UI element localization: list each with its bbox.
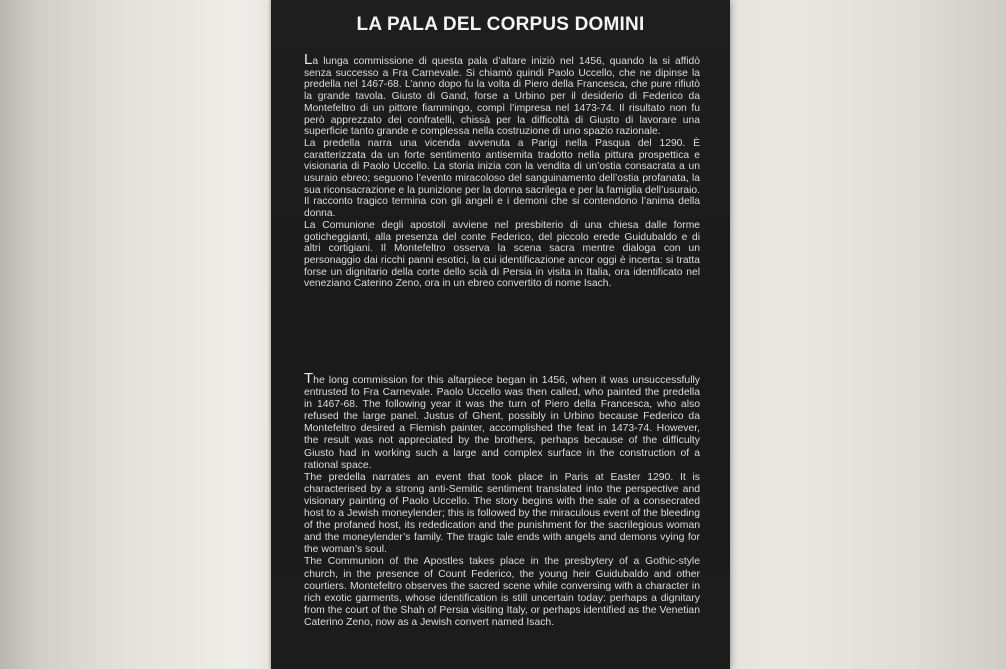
english-text-block: [304, 370, 700, 629]
panel-title: LA PALA DEL CORPUS DOMINI: [356, 14, 645, 35]
english-paragraph-1-text: he long commission for this altarpiece began in 1456, when it was unsuccessfully entrusted to Fra Carnevale. Paolo Uccello was then called, who painted the predella in 1467-68. The following year it was the turn of Piero della Francesca, who also refused the large panel. Justus of Ghent, possibly in Urbino because Federico da Montefeltro desired a Flemish painter, accomplished the feat in 1473-74. However, the result was not appreciated by the brothers, perhaps because of the difficulty Giusto had in working such a large and complex surface in the construction of a rational space.: [304, 375, 700, 471]
information-panel: [271, 0, 730, 669]
english-paragraph-2: The predella narrates an event that took place in Paris at Easter 1290. It is characterised by a strong anti-Semitic sentiment translated into the perspective and visionary painting of Paolo Uccello. The story begins with the sale of a consecrated host to a Jewish moneylender; this is followed by the miraculous event of the bleeding of the profaned host, its rededication and the punishment for the sacrilegious woman and the moneylender’s family. The tragic tale ends with angels and demons vying for the woman’s soul.: [304, 471, 700, 556]
english-initial-letter: T: [304, 370, 314, 387]
italian-text-block: [304, 51, 700, 290]
italian-initial-letter: L: [304, 51, 313, 68]
italian-paragraph-1: [304, 51, 700, 138]
italian-paragraph-1-text: a lunga commissione di questa pala d’altare iniziò nel 1456, quando la si affidò senza successo a Fra Carnevale. Si chiamò quindi Paolo Uccello, che ne dipinse la predella nel 1467-68. L’anno dopo fu la volta di Piero della Francesca, che pure rifiutò la grande tavola. Giusto di Gand, forse a Urbino per il desiderio di Federico da Montefeltro di un pittore fiammingo, compì l’impresa nel 1473-74. Il risultato non fu però apprezzato dei confratelli, chissà per la difficoltà di Giusto di lavorare una superficie tanto grande e complessa nella costruzione di uno spazio razionale.: [304, 56, 700, 138]
italian-paragraph-2: La predella narra una vicenda avvenuta a Parigi nella Pasqua del 1290. È caratterizzata da un forte sentimento antisemita tradotto nella pittura prospettica e visionaria di Paolo Uccello. La storia inizia con la vendita di un’ostia consacrata a un usuraio ebreo; seguono l’evento miracoloso del sanguinamento dell’ostia profanata, la sua riconsacrazione e la punizione per la donna sacrilega e per la famiglia dell’usuraio. Il racconto tragico termina con gli angeli e i demoni che si contendono l’anima della donna.: [304, 137, 700, 220]
english-paragraph-1: [304, 370, 700, 472]
italian-paragraph-3: La Comunione degli apostoli avviene nel presbiterio di una chiesa dalle forme goticheggianti, alla presenza del conte Federico, del piccolo erede Guidubaldo e di altri cortigiani. Il Montefeltro osserva la scena sacra mentre dialoga con un personaggio dai ricchi panni esotici, la cui identificazione ancor oggi è incerta: si tratta forse un dignitario della corte dello scià di Persia in visita in Italia, ora identificato nel veneziano Caterino Zeno, ora in un ebreo convertito di nome Isach.: [304, 219, 700, 290]
english-paragraph-3: The Communion of the Apostles takes place in the presbytery of a Gothic-style church, in the presence of Count Federico, the young heir Guidubaldo and other courtiers. Montefeltro observes the sacred scene while conversing with a character in rich exotic garments, whose identification is still uncertain today: perhaps a dignitary from the court of the Shah of Persia visiting Italy, or perhaps identified as the Venetian Caterino Zeno, now as a Jewish convert named Isach.: [304, 556, 700, 628]
wall-shadow: [0, 0, 40, 669]
